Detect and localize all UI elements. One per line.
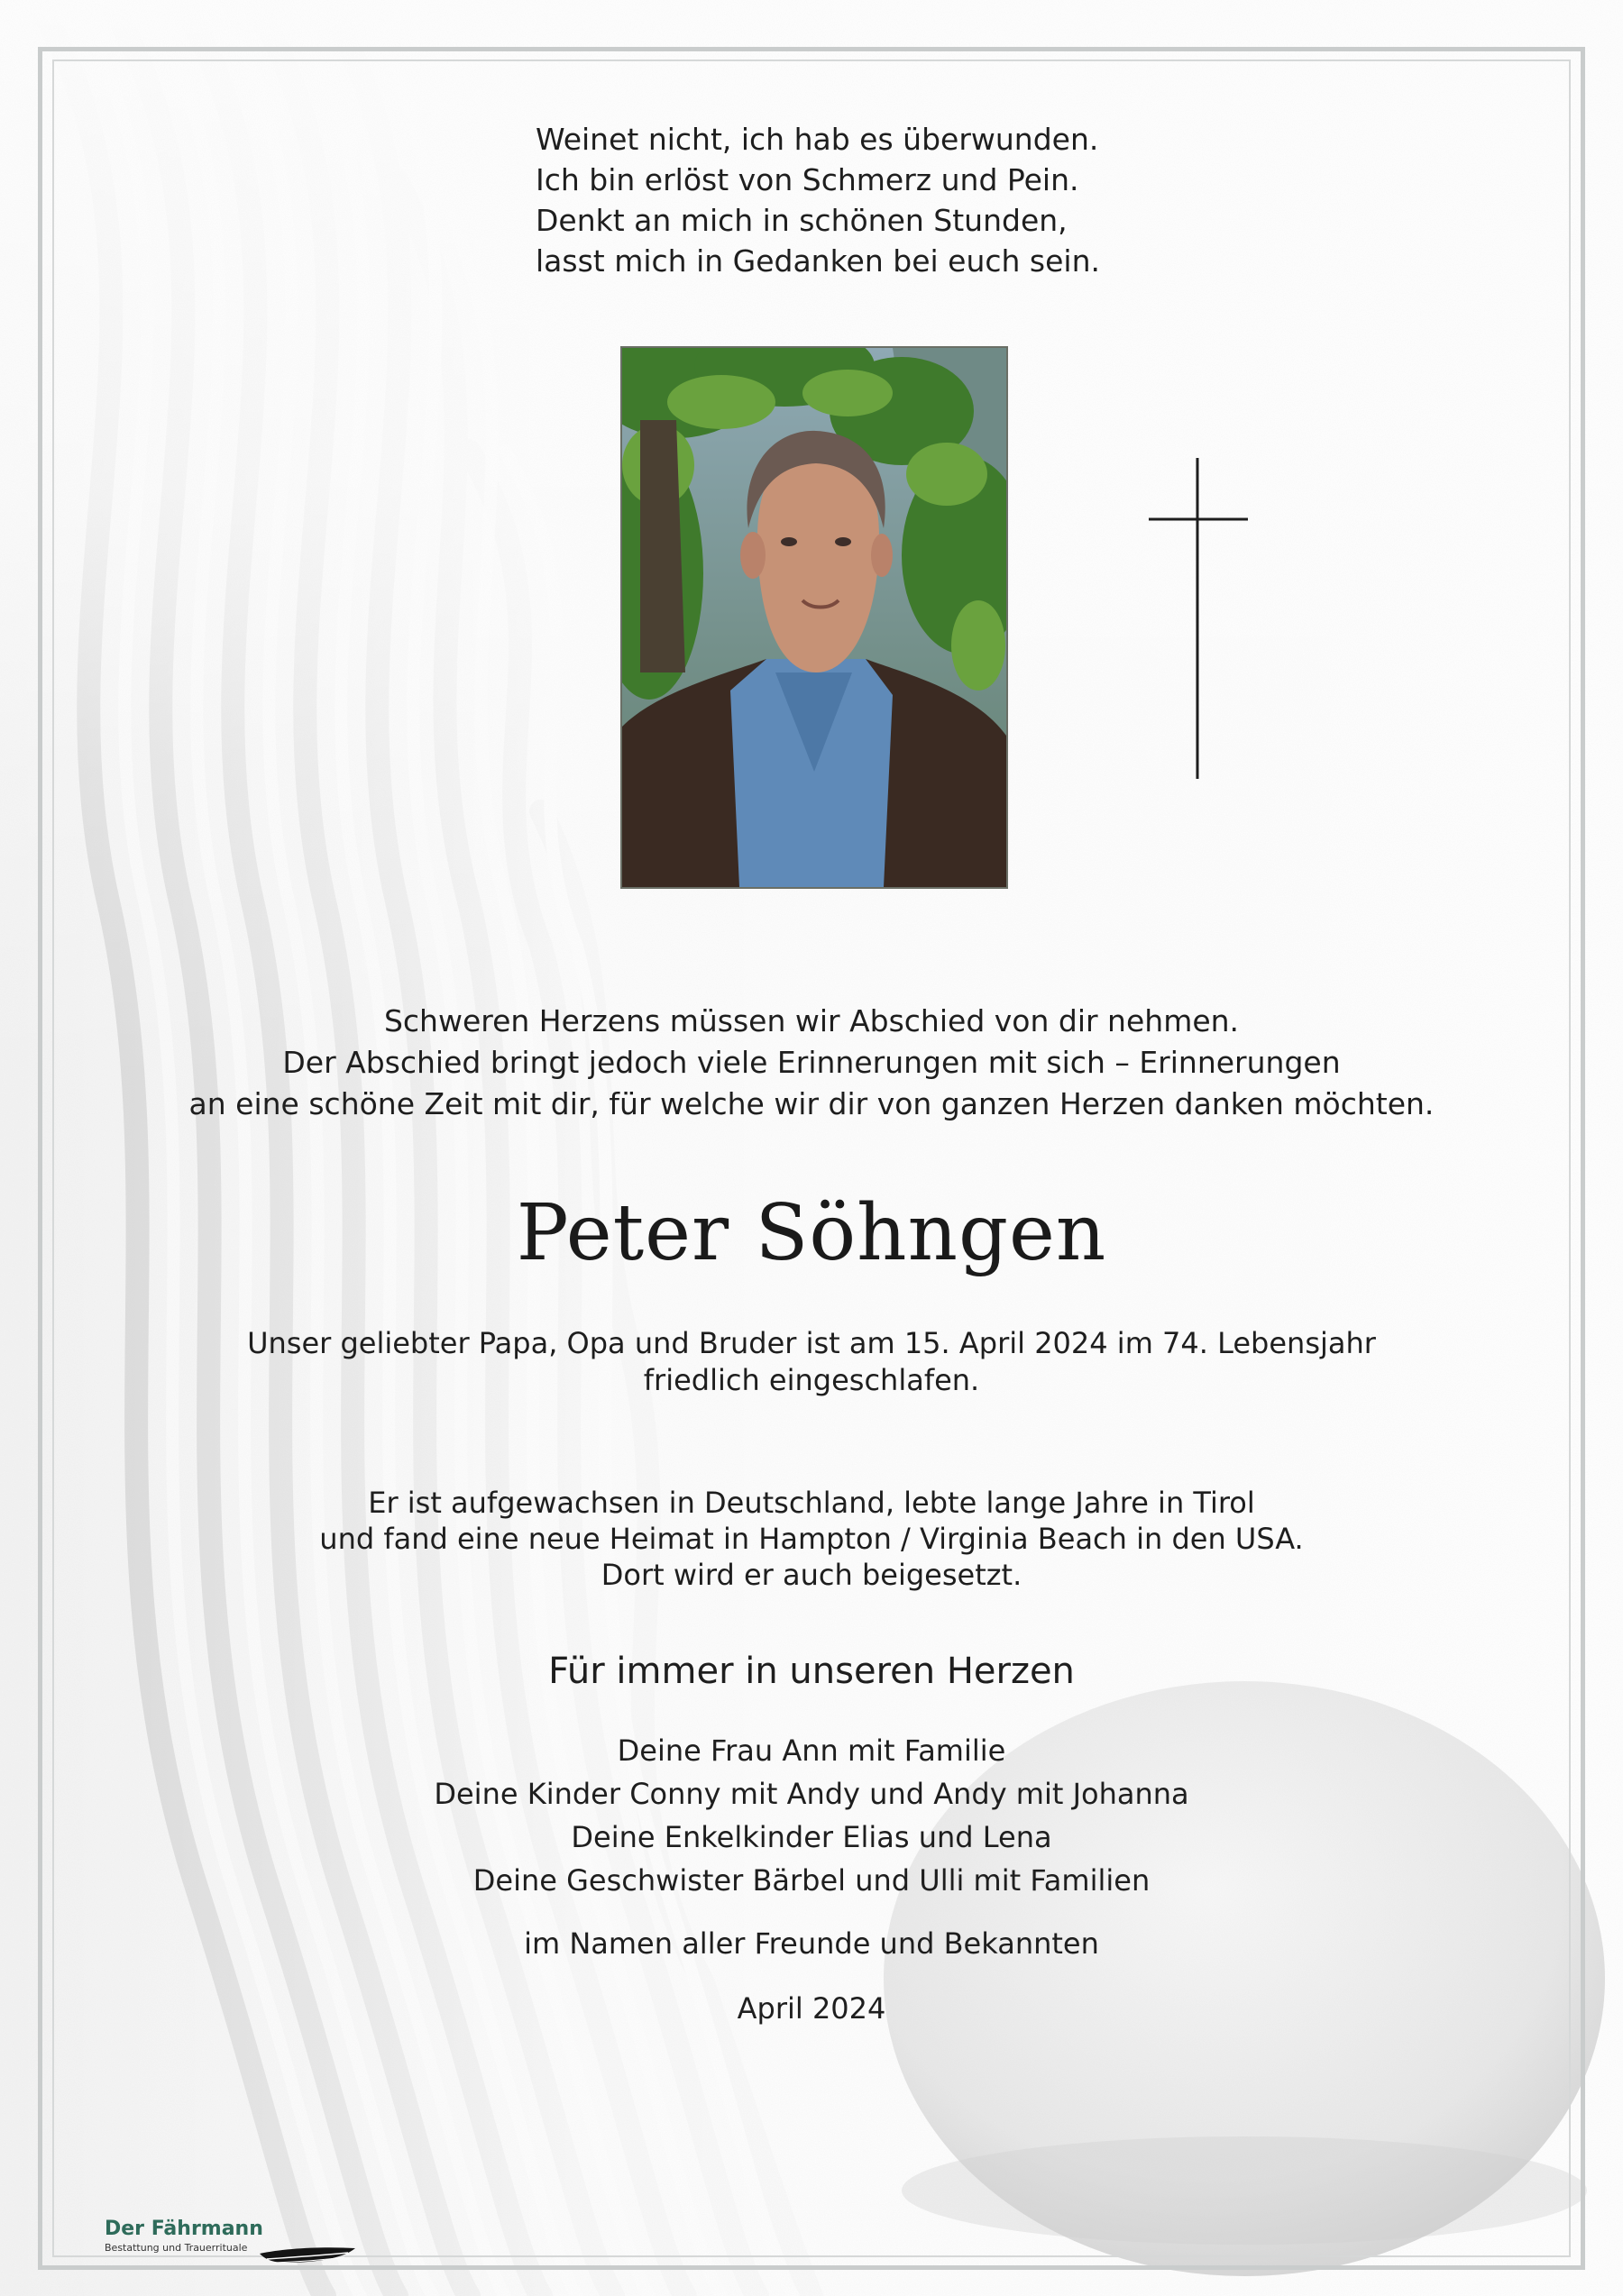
poem-line: Denkt an mich in schönen Stunden,: [536, 203, 1068, 238]
biography: [0, 1485, 1623, 1593]
announcement-line: friedlich eingeschlafen.: [643, 1363, 980, 1397]
death-announcement: [0, 1325, 1623, 1399]
farewell-line: Schweren Herzens müssen wir Abschied von dir nehmen.: [383, 1003, 1240, 1038]
farewell-line: an eine schöne Zeit mit dir, für welche wir dir von ganzen Herzen danken möchten.: [188, 1086, 1435, 1121]
farewell-text: [0, 1001, 1623, 1125]
poem-line: Ich bin erlöst von Schmerz und Pein.: [536, 162, 1079, 197]
mourners-list: [0, 1729, 1623, 1902]
poem-line: lasst mich in Gedanken bei euch sein.: [536, 243, 1100, 279]
deceased-name: Peter Söhngen: [516, 1188, 1107, 1278]
mourner-line: Deine Geschwister Bärbel und Ulli mit Familien: [472, 1863, 1151, 1898]
biography-line: und fand eine neue Heimat in Hampton / Virginia Beach in den USA.: [319, 1522, 1304, 1556]
biography-line: Er ist aufgewachsen in Deutschland, lebte lange Jahre in Tirol: [368, 1486, 1255, 1520]
farewell-line: Der Abschied bringt jedoch viele Erinnerungen mit sich – Erinnerungen: [282, 1045, 1341, 1080]
on-behalf-line: im Namen aller Freunde und Bekannten: [524, 1926, 1099, 1961]
mourner-line: Deine Enkelkinder Elias und Lena: [571, 1820, 1052, 1854]
biography-line: Dort wird er auch beigesetzt.: [601, 1558, 1022, 1592]
cross-icon: [1145, 458, 1253, 779]
motto: Für immer in unseren Herzen: [548, 1651, 1075, 1692]
funeral-home-logo: [105, 2218, 263, 2255]
logo-name: Der Fährmann: [105, 2218, 263, 2240]
portrait-photo: [620, 346, 1008, 889]
ferry-boat-icon: [258, 2237, 357, 2268]
mourner-line: Deine Frau Ann mit Familie: [617, 1733, 1006, 1768]
announcement-line: Unser geliebter Papa, Opa und Bruder ist am 15. April 2024 im 74. Lebensjahr: [247, 1326, 1376, 1360]
mourner-line: Deine Kinder Conny mit Andy und Andy mit Johanna: [434, 1777, 1189, 1811]
poem-line: Weinet nicht, ich hab es überwunden.: [536, 122, 1099, 157]
logo-tagline: Bestattung und Trauerrituale: [105, 2242, 248, 2254]
poem: [0, 119, 1623, 281]
date-line: April 2024: [737, 1991, 886, 2026]
